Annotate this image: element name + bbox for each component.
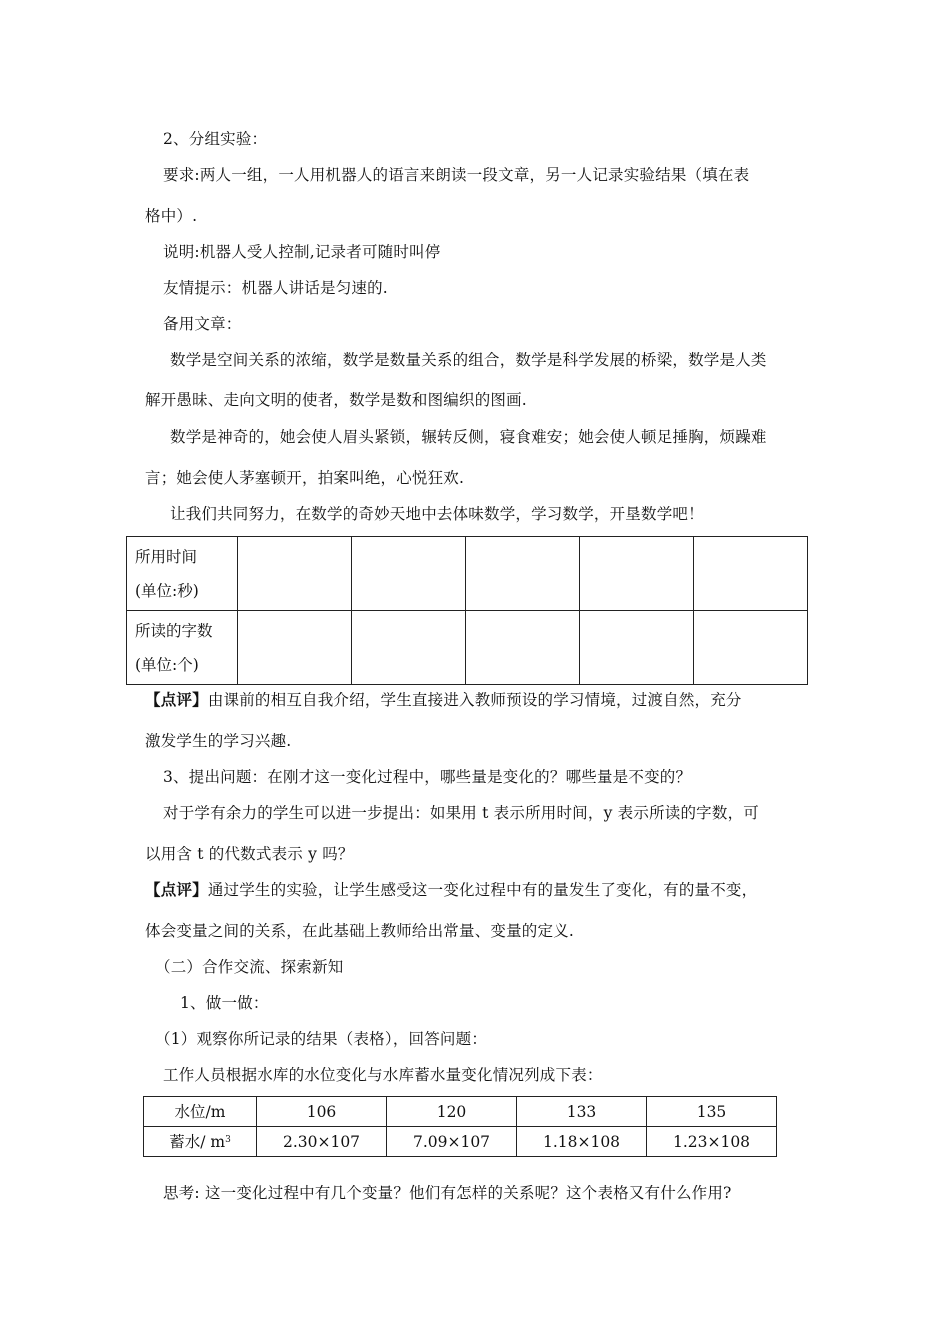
table-row	[127, 611, 808, 685]
table-cell: 120	[387, 1097, 517, 1127]
comment1-line2: 激发学生的学习兴趣.	[145, 732, 292, 750]
storage-label: 蓄水/ m	[169, 1132, 226, 1151]
requirement-line1: 要求:两人一组，一人用机器人的语言来朗读一段文章，另一人记录实验结果（填在表	[163, 166, 750, 184]
words-unit: (单位:个)	[135, 655, 199, 674]
part2-question1: （1）观察你所记录的结果（表格），回答问题：	[155, 1030, 488, 1048]
table-cell[interactable]	[238, 537, 352, 611]
storage-label-cell	[144, 1127, 257, 1157]
part2-sub: 1、做一做：	[180, 994, 269, 1012]
table-cell[interactable]	[238, 611, 352, 685]
words-label: 所读的字数	[135, 621, 213, 640]
table-cell[interactable]	[694, 537, 808, 611]
table-row	[144, 1127, 777, 1157]
table-row	[127, 537, 808, 611]
table-cell: 106	[257, 1097, 387, 1127]
time-label-cell	[127, 537, 238, 611]
time-unit: (单位:秒)	[135, 581, 199, 600]
comment2-line2: 体会变量之间的关系，在此基础上教师给出常量、变量的定义.	[145, 922, 575, 940]
think-question: 思考: 这一变化过程中有几个变量？他们有怎样的关系呢？这个表格又有什么作用?	[163, 1184, 732, 1202]
water-level-label: 水位/m	[144, 1097, 257, 1127]
comment2-line1	[145, 879, 757, 901]
part2-intro: 工作人员根据水库的水位变化与水库蓄水量变化情况列成下表：	[163, 1066, 603, 1084]
table-cell[interactable]	[466, 611, 580, 685]
article-p3: 让我们共同努力，在数学的奇妙天地中去体味数学，学习数学，开垦数学吧！	[170, 505, 704, 523]
table-cell[interactable]	[580, 611, 694, 685]
storage-label-exponent: 3	[225, 1134, 231, 1145]
friendly-tip: 友情提示：机器人讲话是匀速的.	[163, 279, 388, 297]
section2-heading: 2、分组实验：	[163, 130, 268, 148]
comment1-text: 由课前的相互自我介绍，学生直接进入教师预设的学习情境，过渡自然，充分	[207, 691, 742, 709]
table-cell: 133	[517, 1097, 647, 1127]
requirement-line2: 格中）.	[145, 207, 198, 225]
reservoir-table	[143, 1096, 777, 1157]
section3-line2: 以用含 t 的代数式表示 y 吗？	[145, 845, 354, 863]
section3-heading: 3、提出问题：在刚才这一变化过程中，哪些量是变化的？哪些量是不变的？	[163, 768, 692, 786]
table-cell: 1.23×108	[647, 1127, 777, 1157]
table-cell: 1.18×108	[517, 1127, 647, 1157]
table-cell: 135	[647, 1097, 777, 1127]
explanation: 说明:机器人受人控制,记录者可随时叫停	[163, 243, 441, 261]
table-cell[interactable]	[352, 537, 466, 611]
article-p1-line2: 解开愚昧、走向文明的使者，数学是数和图编织的图画.	[145, 391, 527, 409]
table-cell[interactable]	[352, 611, 466, 685]
table-row	[144, 1097, 777, 1127]
article-p1-line1: 数学是空间关系的浓缩，数学是数量关系的组合，数学是科学发展的桥梁，数学是人类	[170, 351, 767, 369]
comment1-line1	[145, 689, 742, 711]
article-p2-line2: 言；她会使人茅塞顿开，拍案叫绝，心悦狂欢.	[145, 469, 465, 487]
section3-line1: 对于学有余力的学生可以进一步提出：如果用 t 表示所用时间，y 表示所读的字数，可	[163, 804, 759, 822]
comment2-text: 通过学生的实验，让学生感受这一变化过程中有的量发生了变化，有的量不变，	[207, 881, 758, 899]
comment1-tag: 【点评】	[145, 690, 208, 709]
article-p2-line1: 数学是神奇的，她会使人眉头紧锁，辗转反侧，寝食难安；她会使人顿足捶胸，烦躁难	[170, 428, 767, 446]
words-label-cell	[127, 611, 238, 685]
table-cell[interactable]	[466, 537, 580, 611]
table-cell[interactable]	[694, 611, 808, 685]
experiment-table	[126, 536, 808, 685]
comment2-tag: 【点评】	[145, 880, 208, 899]
spare-article-label: 备用文章：	[163, 315, 242, 333]
table-cell[interactable]	[580, 537, 694, 611]
table-cell: 7.09×107	[387, 1127, 517, 1157]
time-label: 所用时间	[135, 547, 198, 566]
table-cell: 2.30×107	[257, 1127, 387, 1157]
part2-heading: （二）合作交流、探索新知	[155, 958, 344, 976]
